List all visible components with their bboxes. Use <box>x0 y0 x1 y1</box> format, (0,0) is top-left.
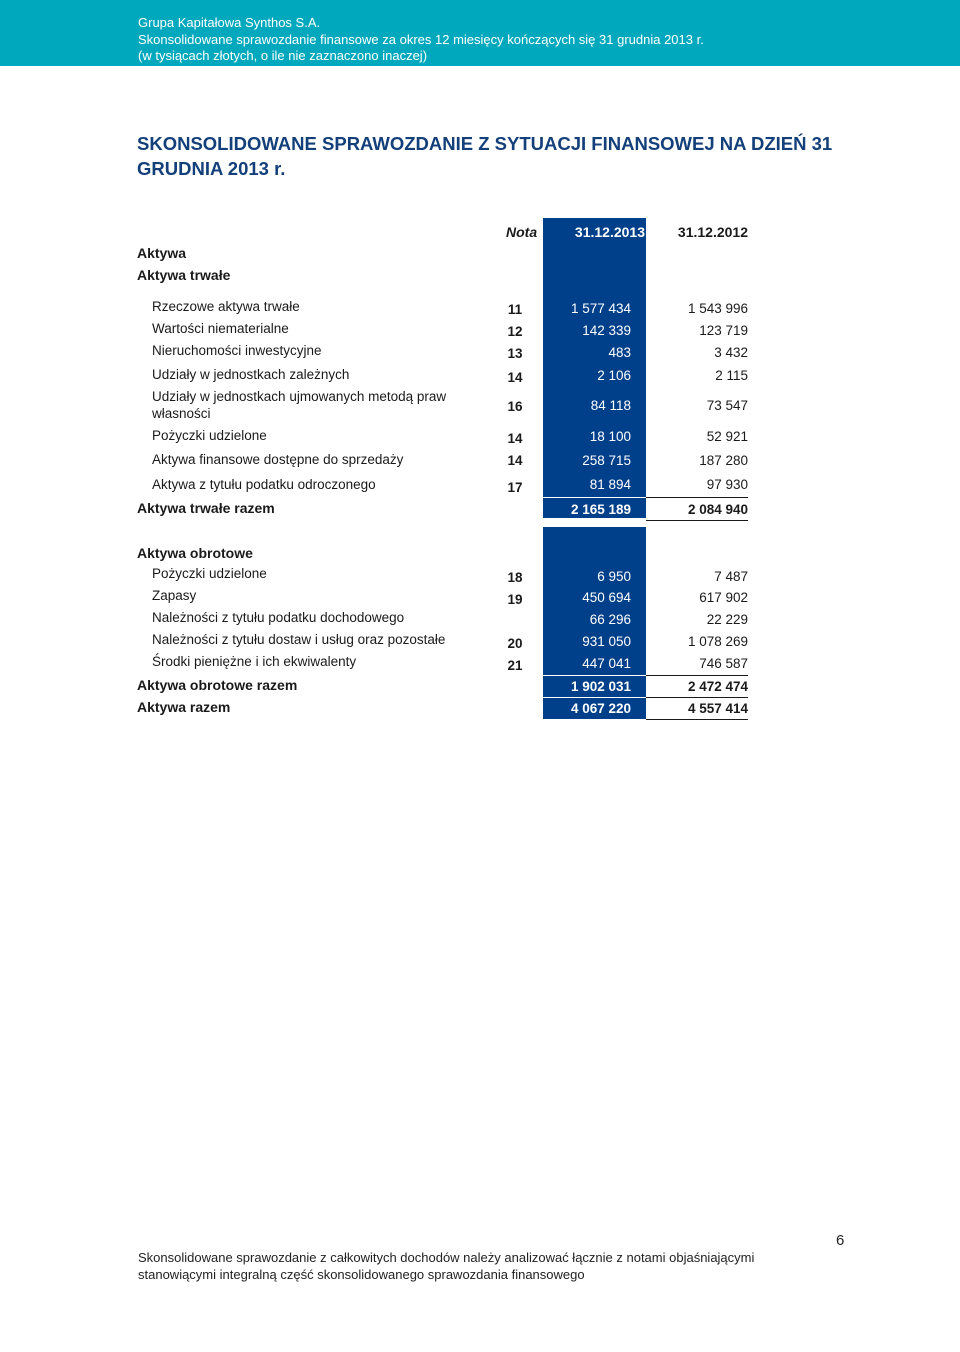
row-value-2012: 73 547 <box>706 398 748 413</box>
row-value-2013: 66 296 <box>589 612 631 627</box>
row-label: Należności z tytułu dostaw i usług oraz pozostałe <box>152 632 446 647</box>
row-label: Udziały w jednostkach ujmowanych metodą praw <box>152 389 447 404</box>
row-nota: 12 <box>507 324 523 339</box>
header-units: (w tysiącach złotych, o ile nie zaznaczono inaczej) <box>138 48 428 63</box>
row-value-2013: 84 118 <box>590 398 631 413</box>
column-header-nota: Nota <box>506 224 538 240</box>
row-nota: 20 <box>507 636 523 651</box>
row-nota: 21 <box>507 658 523 673</box>
row-value-2012: 2 115 <box>715 368 748 383</box>
row-value-2012: 1 543 996 <box>687 301 748 316</box>
row-value-2012: 123 719 <box>699 323 748 338</box>
row-value-2013: 931 050 <box>582 634 631 649</box>
total-underline-2012 <box>646 697 748 698</box>
row-value-2012: 617 902 <box>699 590 748 605</box>
row-label: Zapasy <box>152 588 197 603</box>
row-value-2012: 1 078 269 <box>687 634 748 649</box>
row-value-2012: 22 229 <box>706 612 748 627</box>
row-value-2013: 483 <box>608 345 631 360</box>
total-label: Aktywa trwałe razem <box>137 500 275 516</box>
row-label: Wartości niematerialne <box>152 321 289 336</box>
subtotal-rule-2013 <box>543 497 646 498</box>
row-value-2012: 187 280 <box>699 453 748 468</box>
row-value-2013: 142 339 <box>582 323 631 338</box>
section-aktywa-trwale: Aktywa trwałe <box>137 267 231 283</box>
row-value-2013: 450 694 <box>582 590 631 605</box>
header-banner <box>0 0 960 66</box>
total-underline-2012 <box>646 520 748 521</box>
row-value-2013: 447 041 <box>582 656 631 671</box>
row-nota: 16 <box>507 399 523 414</box>
header-company: Grupa Kapitałowa Synthos S.A. <box>138 15 321 30</box>
grand-total-value-2013: 4 067 220 <box>570 701 631 716</box>
subtotal-rule-2012 <box>646 497 748 498</box>
row-value-2012: 7 487 <box>714 569 748 584</box>
row-value-2012: 3 432 <box>714 345 748 360</box>
subtotal-rule-2013 <box>543 675 646 676</box>
row-value-2013: 18 100 <box>589 429 631 444</box>
total-underline-2013 <box>543 520 646 521</box>
row-label: Pożyczki udzielone <box>152 566 267 581</box>
grand-total-underline-2013 <box>543 719 646 720</box>
section-aktywa: Aktywa <box>137 245 187 261</box>
row-value-2012: 746 587 <box>699 656 748 671</box>
column-header-2013: 31.12.2013 <box>574 224 645 240</box>
section-aktywa-obrotowe: Aktywa obrotowe <box>137 545 253 561</box>
header-report-period: Skonsolidowane sprawozdanie finansowe za okres 12 miesięcy kończących się 31 grudnia 2013 r. <box>138 32 704 47</box>
grand-total-label: Aktywa razem <box>137 699 231 715</box>
row-label: Rzeczowe aktywa trwałe <box>152 299 300 314</box>
row-value-2013: 258 715 <box>582 453 631 468</box>
row-label: Należności z tytułu podatku dochodowego <box>152 610 405 625</box>
row-nota: 14 <box>507 453 523 468</box>
row-value-2013: 81 894 <box>589 477 631 492</box>
row-label: Aktywa finansowe dostępne do sprzedaży <box>152 452 404 467</box>
total-value-2013: 2 165 189 <box>570 502 631 517</box>
row-value-2013: 1 577 434 <box>570 301 631 316</box>
column-header-2012: 31.12.2012 <box>677 224 748 240</box>
subtotal-rule-2012 <box>646 675 748 676</box>
total-value-2012: 2 084 940 <box>687 502 748 517</box>
grand-total-value-2012: 4 557 414 <box>687 701 748 716</box>
row-label: Udziały w jednostkach zależnych <box>152 367 350 382</box>
row-nota: 17 <box>507 480 523 495</box>
row-label-continued: własności <box>152 406 211 421</box>
row-nota: 13 <box>507 346 523 361</box>
row-label: Nieruchomości inwestycyjne <box>152 343 322 358</box>
row-nota: 19 <box>507 592 523 607</box>
row-nota: 14 <box>507 431 523 446</box>
row-value-2012: 97 930 <box>706 477 748 492</box>
total-label: Aktywa obrotowe razem <box>137 677 298 693</box>
row-nota: 18 <box>507 570 523 585</box>
grand-total-underline-2012 <box>646 719 748 720</box>
row-value-2013: 6 950 <box>597 569 631 584</box>
row-nota: 11 <box>507 302 523 317</box>
row-value-2012: 52 921 <box>706 429 748 444</box>
row-label: Pożyczki udzielone <box>152 428 267 443</box>
row-nota: 14 <box>507 370 523 385</box>
row-label: Aktywa z tytułu podatku odroczonego <box>152 477 376 492</box>
page-number: 6 <box>836 1232 845 1249</box>
total-value-2012: 2 472 474 <box>687 679 748 694</box>
total-underline-2013 <box>543 697 646 698</box>
row-value-2013: 2 106 <box>597 368 631 383</box>
total-value-2013: 1 902 031 <box>570 679 631 694</box>
row-label: Środki pieniężne i ich ekwiwalenty <box>152 654 357 669</box>
page-footer-note: Skonsolidowane sprawozdanie z całkowitych dochodów należy analizować łącznie z notami objaśniającymi stanowiącymi integralną część skonsolidowanego sprawozdania finansowego <box>138 1250 755 1282</box>
page-title: SKONSOLIDOWANE SPRAWOZDANIE Z SYTUACJI FINANSOWEJ NA DZIEŃ 31 GRUDNIA 2013 r. <box>137 133 833 179</box>
